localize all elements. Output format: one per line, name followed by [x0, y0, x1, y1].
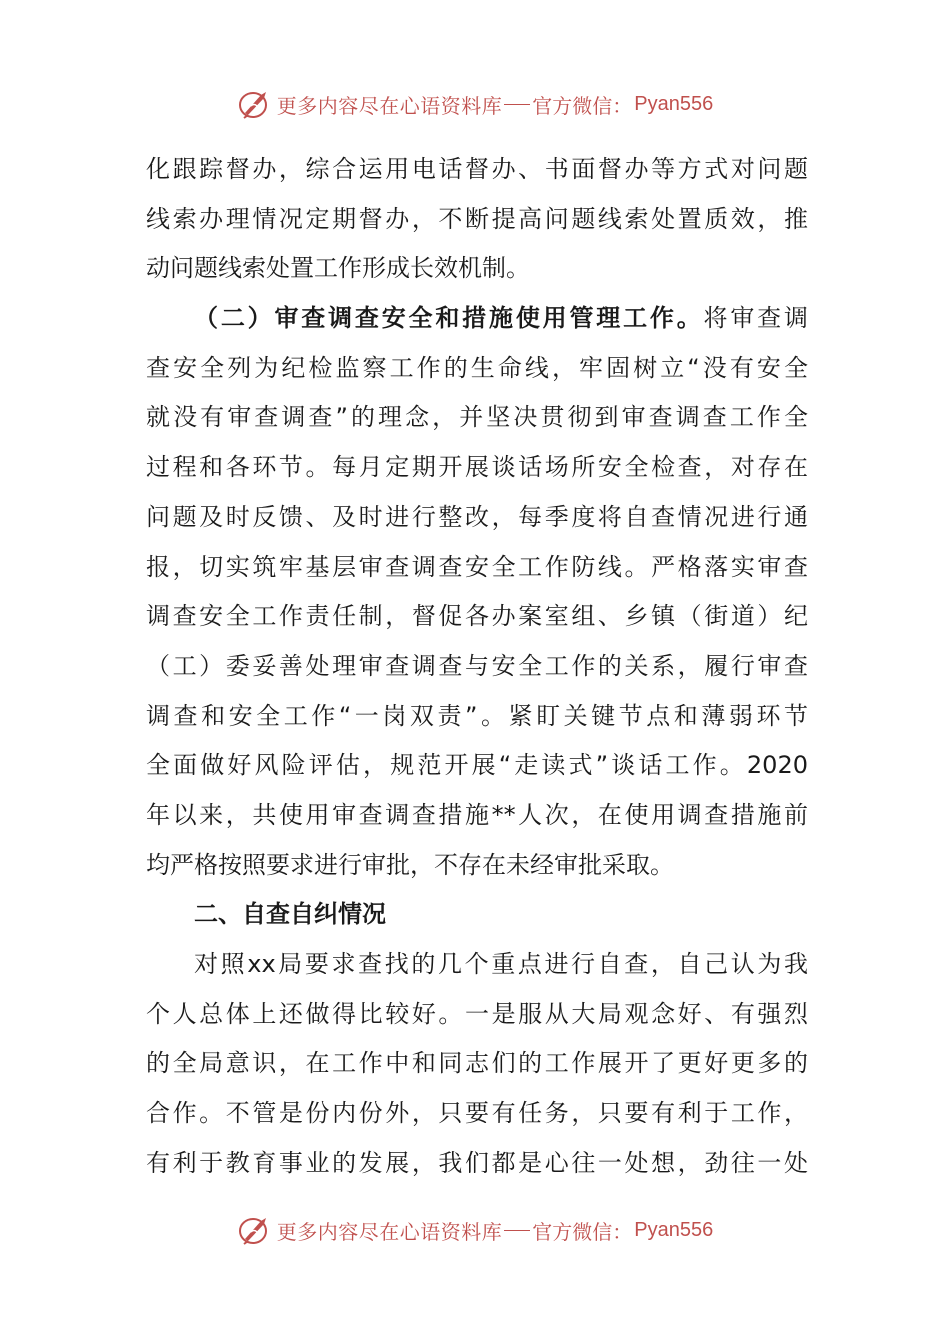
body-line: 均严格按照要求进行审批，不存在未经审批采取。	[146, 850, 674, 879]
subsection-title: （二）审查调查安全和措施使用管理工作。	[194, 304, 704, 333]
section-heading: 二、自查自纠情况	[194, 900, 386, 929]
body-line: 查安全列为纪检监察工作的生命线，牢固树立“没有安全	[146, 353, 808, 382]
watermark-brand-text: 更多内容尽在心语资料库	[276, 1219, 503, 1244]
watermark-brand-text: 更多内容尽在心语资料库	[276, 93, 503, 118]
body-line: 个人总体上还做得比较好。一是服从大局观念好、有强烈	[146, 999, 808, 1028]
body-line: （工）委妥善处理审查调查与安全工作的关系，履行审查	[146, 651, 808, 680]
body-line: 全面做好风险评估，规范开展“走读式”谈话工作。2020	[146, 751, 808, 780]
section-heading-line	[146, 294, 808, 344]
body-line: 动问题线索处置工作形成长效机制。	[146, 254, 530, 283]
watermark-contact-label: 官方微信：	[532, 93, 633, 118]
body-line: 化跟踪督办，综合运用电话督办、书面督办等方式对问题	[146, 155, 808, 183]
body-line: 报，切实筑牢基层审查调查安全工作防线。严格落实审查	[146, 552, 808, 581]
footer-watermark	[0, 1210, 950, 1250]
body-line: 对照xx局要求查找的几个重点进行自查，自己认为我	[194, 950, 808, 978]
body-line: 有利于教育事业的发展，我们都是心往一处想，劲往一处	[146, 1148, 808, 1177]
watermark-dash	[504, 104, 530, 105]
body-line: 调查和安全工作“一岗双责”。紧盯关键节点和薄弱环节	[146, 701, 808, 730]
watermark-contact-id: Pyan556	[634, 1218, 714, 1241]
body-line: 问题及时反馈、及时进行整改，每季度将自查情况进行通	[146, 502, 808, 531]
body-line: 调查安全工作责任制，督促各办案室组、乡镇（街道）纪	[146, 602, 808, 631]
body-line: 就没有审查调查”的理念，并坚决贯彻到审查调查工作全	[146, 403, 808, 432]
header-watermark	[0, 84, 950, 124]
watermark-dash	[504, 1230, 530, 1231]
pen-circle-icon	[237, 87, 273, 121]
body-line: 合作。不管是份内份外，只要有任务，只要有利于工作，	[146, 1099, 808, 1128]
body-line-rest: 将审查调	[703, 304, 809, 333]
watermark-contact-label: 官方微信：	[532, 1219, 633, 1244]
body-line: 过程和各环节。每月定期开展谈话场所安全检查，对存在	[146, 453, 808, 482]
body-line: 线索办理情况定期督办，不断提高问题线索处置质效，推	[146, 204, 808, 233]
watermark-contact-id: Pyan556	[634, 92, 714, 115]
document-body	[146, 145, 808, 1188]
body-line: 的全局意识，在工作中和同志们的工作展开了更好更多的	[146, 1049, 808, 1078]
body-line: 年以来，共使用审查调查措施**人次，在使用调查措施前	[146, 800, 808, 829]
pen-circle-icon	[237, 1213, 273, 1247]
